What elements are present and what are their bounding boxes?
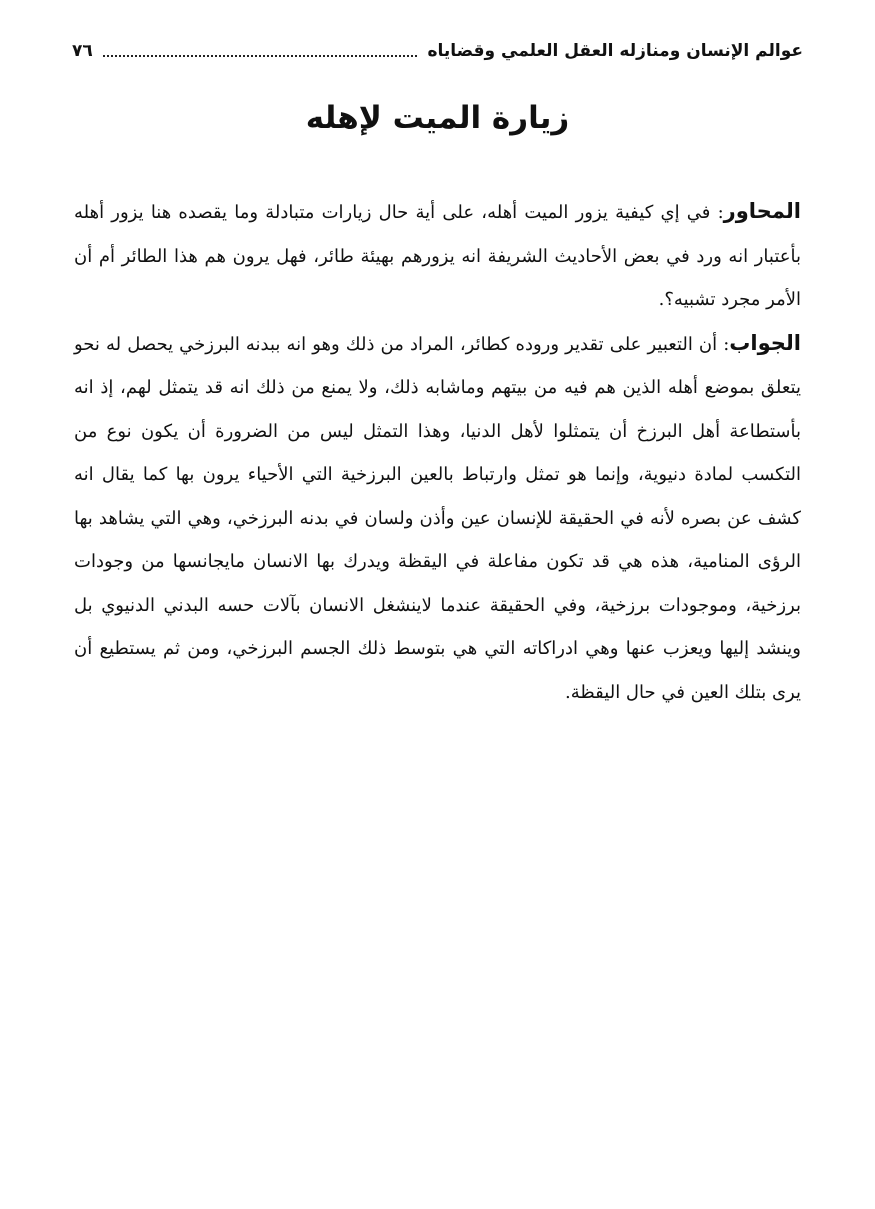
paragraph-text: أن التعبير على تقدير وروده كطائر، المراد من ذلك وهو انه ببدنه البرزخي يحصل له نحو يتعلق بموضع أهله الذين هم فيه من بيتهم وماشابه ذلك، ولا يمنع من ذلك انه قد يتمثل لهم، إذ انه بأستطاعة أهل البرزخ أن يتمثلوا لأهل الدنيا، وهذا التمثل ليس من الضرورة أن يكون نوع من التكسب لمادة دنيوية، وإنما هو تمثل وارتباط بالعين البرزخية التي الأحياء يرون بها كما يقال انه كشف عن بصره لأنه في الحقيقة للإنسان عين وأذن ولسان في بدنه البرزخي، وهي التي يشاهد بها الرؤى المنامية، هذه هي قد تكون مفاعلة في اليقظة ويدرك بها الانسان مايجانسها من وجودات برزخية، وموجودات برزخية، وفي الحقيقة عندما لاينشغل الانسان بآلات حسه البدني الدنيوي بل وينشد إليها ويعزب عنها وهي ادراكاته التي هي بتوسط ذلك الجسم البرزخي، ومن ثم يستطيع أن يرى بتلك العين في حال اليقظة. (74, 333, 801, 703)
speaker-separator: : (717, 333, 730, 355)
speaker-separator: : (710, 202, 724, 223)
body-text (74, 190, 801, 714)
header-title: عوالم الإنسان ومنازله العقل العلمي وقضاياه (427, 41, 803, 61)
dotted-leader (103, 55, 418, 57)
paragraph-interviewer (74, 190, 801, 322)
paragraph-answer (74, 322, 801, 715)
page-number: ٧٦ (72, 41, 93, 61)
speaker-label-interviewer: المحاور (723, 199, 801, 223)
section-heading: زيارة الميت لإهله (305, 100, 570, 136)
paragraph-text: في إي كيفية يزور الميت أهله، على أية حال زيارات متبادلة وما يقصده هنا يزور أهله بأعتبار انه ورد في بعض الأحاديث الشريفة انه يزورهم بهيئة طائر، فهل يرون هم هذا الطائر أم أن الأمر مجرد تشبيه؟. (74, 202, 801, 310)
running-header (72, 34, 803, 68)
speaker-label-answer: الجواب (729, 330, 801, 355)
